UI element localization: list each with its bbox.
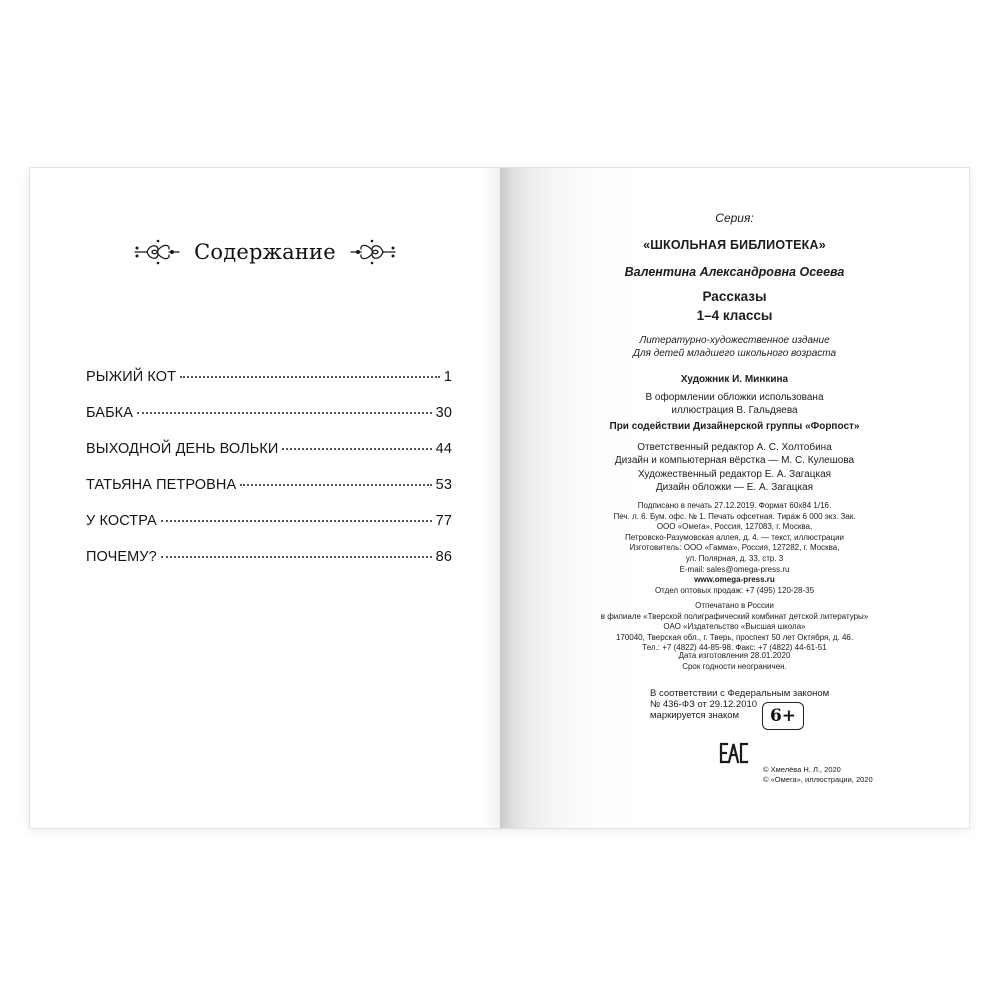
print-info-line: E-mail: sales@omega-press.ru	[679, 564, 790, 574]
cover-note-line: иллюстрация В. Гальдяева	[671, 405, 798, 416]
toc-entry-page: 86	[435, 549, 452, 565]
printing-line: Тел.: +7 (4822) 44-85-98. Факс: +7 (4822) 44-61-51	[642, 643, 827, 653]
series-title: «ШКОЛЬНАЯ БИБЛИОТЕКА»	[643, 238, 826, 252]
imprint-page	[500, 168, 969, 828]
toc-entry-title: У КОСТРА	[86, 513, 157, 529]
toc-entry-page: 30	[435, 405, 452, 421]
printing-line: 170040, Тверская обл., г. Тверь, проспект 50 лет Октября, д. 46.	[615, 632, 854, 642]
toc-entry[interactable]	[86, 549, 452, 585]
toc-leader-dots	[282, 448, 431, 450]
sales-phone: Отдел оптовых продаж: +7 (495) 120-28-35	[654, 585, 815, 595]
toc-leader-dots	[137, 412, 432, 414]
genre-line: Литературно-художественное издание	[639, 335, 830, 346]
copyright-line: © Хмелёва Н. Л., 2020	[763, 765, 841, 774]
artist-credit: Художник И. Минкина	[680, 374, 789, 385]
support-credit: При содействии Дизайнерской группы «Форпост»	[609, 421, 860, 432]
toc-entry[interactable]	[86, 405, 452, 441]
toc-leader-dots	[180, 376, 440, 378]
website-link[interactable]: www.omega-press.ru	[694, 575, 775, 585]
credit-line: Дизайн обложки — Е. А. Загацкая	[655, 482, 814, 494]
cover-note	[500, 391, 969, 417]
toc-entry-page: 1	[443, 369, 452, 385]
toc-entry-title: ТАТЬЯНА ПЕТРОВНА	[86, 477, 237, 493]
toc-entry-title: БАБКА	[86, 405, 134, 421]
imprint-block	[500, 168, 969, 828]
toc-entry-title: РЫЖИЙ КОТ	[86, 369, 177, 385]
print-info-line: ООО «Омега», Россия, 127083, г. Москва,	[656, 522, 813, 532]
manufacture-info	[500, 651, 969, 672]
credit-line: Художественный редактор Е. А. Загацкая	[637, 468, 832, 480]
printing-line: в филиале «Тверской полиграфический комбинат детской литературы»	[600, 611, 869, 621]
manufacture-line: Срок годности неограничен.	[682, 661, 787, 671]
toc-entry[interactable]	[86, 369, 452, 405]
toc-entry[interactable]	[86, 441, 452, 477]
printing-line: ОАО «Издательство «Высшая школа»	[663, 622, 806, 632]
print-info-line: Петровско-Разумовская аллея, д. 4. — текст, иллюстрации	[624, 532, 845, 542]
grades-label: 1–4 классы	[696, 308, 773, 323]
ornament-right-icon	[348, 235, 398, 269]
print-info-line: Изготовитель: ООО «Гамма», Россия, 127282, г. Москва,	[629, 543, 840, 553]
contents-title: Содержание	[194, 240, 336, 264]
law-line: № 436-ФЗ от 29.12.2010	[650, 699, 758, 711]
contents-heading	[30, 232, 500, 272]
cover-note-line: В оформлении обложки использована	[645, 392, 824, 403]
genre-note	[500, 334, 969, 360]
book-spread	[30, 168, 969, 828]
toc-entry-page: 44	[435, 441, 452, 457]
printing-info	[500, 601, 969, 654]
ornament-left-icon	[132, 235, 182, 269]
toc-entry-title: ПОЧЕМУ?	[86, 549, 157, 565]
toc-entry[interactable]	[86, 513, 452, 549]
copyright-notice	[763, 765, 873, 785]
author-name: Валентина Александровна Осеева	[624, 265, 845, 279]
toc-leader-dots	[240, 484, 431, 486]
credit-line: Ответственный редактор А. С. Холтобина	[637, 442, 832, 453]
toc-leader-dots	[161, 520, 432, 522]
print-info-line: Печ. л. 6. Бум. офс. № 1. Печать офсетная. Тираж 6 000 экз. Зак.	[613, 511, 856, 521]
toc-entry-page: 77	[435, 513, 452, 529]
genre-line: Для детей младшего школьного возраста	[632, 348, 837, 359]
law-line: маркируется знаком	[650, 710, 740, 722]
table-of-contents	[86, 369, 452, 585]
toc-entry-title: ВЫХОДНОЙ ДЕНЬ ВОЛЬКИ	[86, 441, 279, 457]
manufacture-line: Дата изготовления 28.01.2020	[678, 651, 791, 660]
credit-line: Дизайн и компьютерная вёрстка — М. С. Кулешова	[614, 455, 855, 467]
eac-certification-icon	[719, 742, 749, 764]
series-label: Серия:	[715, 211, 754, 225]
printing-line: Отпечатано в России	[695, 601, 774, 610]
gutter-shadow	[482, 168, 500, 828]
copyright-line: © «Омега», иллюстрации, 2020	[763, 775, 873, 784]
print-info-line: ул. Полярная, д. 33, стр. 3	[685, 553, 784, 563]
print-info-line: Подписано в печать 27.12.2019. Формат 60x84 1/16.	[637, 501, 832, 510]
staff-credits	[500, 441, 969, 495]
toc-leader-dots	[161, 556, 432, 558]
toc-entry[interactable]	[86, 477, 452, 513]
age-rating-badge: 6+	[762, 702, 804, 730]
book-title: Рассказы	[702, 289, 767, 304]
law-line: В соответствии с Федеральным законом	[650, 688, 830, 699]
toc-entry-page: 53	[435, 477, 452, 493]
contents-page	[30, 168, 500, 828]
print-info	[500, 501, 969, 596]
